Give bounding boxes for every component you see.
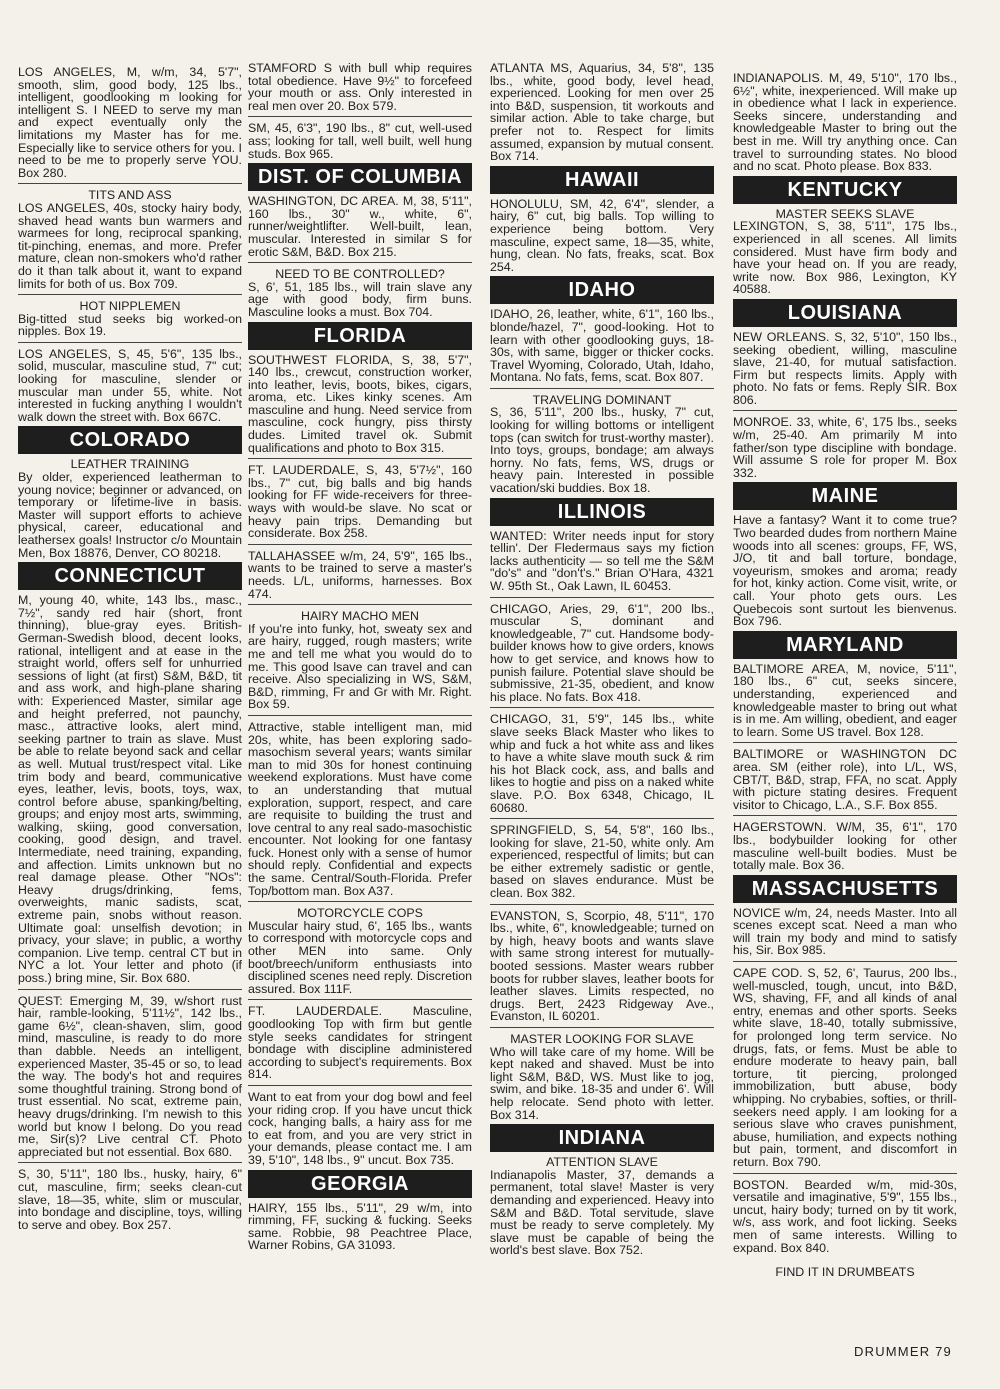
- classified-ad: [733, 663, 957, 739]
- ad-body: Indianapolis Master, 37, demands a permanent, total slave! Master is very demanding and experienced. Heavy into S&M and B&D. Total servitude, slave must be ready to serve completely. My slave must be capable of being the world's best slave. Box 752.: [490, 1167, 714, 1258]
- classified-ad: [248, 907, 472, 995]
- classified-ad: [733, 821, 957, 871]
- classified-ad: [733, 72, 957, 173]
- ad-body: SM, 45, 6'3", 190 lbs., 8" cut, well-used ass; looking for tall, well built, well hung studs. Box 965.: [248, 121, 472, 161]
- classified-ad: [248, 354, 472, 455]
- ad-divider: [733, 410, 957, 411]
- ad-body: HAIRY, 155 lbs., 5'11", 29 w/m, into rimming, FF, sucking & fucking. Seeks same. Robbie, 98 Peachtree Place, Warner Robins, GA 31093.: [248, 1200, 472, 1253]
- ad-headline: MASTER SEEKS SLAVE: [775, 206, 915, 221]
- column-4: [733, 72, 957, 1279]
- classified-ad: [248, 1202, 472, 1252]
- classified-ad: [733, 748, 957, 811]
- ad-divider: [733, 961, 957, 962]
- ad-body: By older, experienced leatherman to young novice; beginner or advanced, on temporary or lifetime-live in basis. Master will support efforts to achieve physical, career, educational and leathersex goals! Instructor c/o Mountain Men, Box 18876, Denver, CO 80218.: [18, 470, 242, 560]
- classified-ad: [18, 995, 242, 1159]
- classified-ad: [490, 1033, 714, 1121]
- ad-headline: MOTORCYCLE COPS: [297, 906, 423, 921]
- classified-ad: [733, 514, 957, 627]
- footer-note: FIND IT IN DRUMBEATS: [775, 1265, 915, 1280]
- section-banner: MASSACHUSETTS: [733, 875, 957, 903]
- ad-body: Muscular hairy stud, 6', 165 lbs., wants to correspond with motorcycle cops and other MEN into same. Only boot/breech/uniform enthusiasts into disciplined scenes need reply. Discretion assured. Box 111F.: [248, 918, 472, 996]
- ad-body: S, 30, 5'11", 180 lbs., husky, hairy, 6" cut, masculine, firm; seeks clean-cut slave, 18—35, white, slim or muscular, into bondage and discipline, toys, willing to serve and obey. Box 257.: [18, 1167, 242, 1232]
- classified-ad: [490, 62, 714, 163]
- ad-divider: [248, 544, 472, 545]
- section-banner: IDAHO: [490, 276, 714, 304]
- ad-divider: [490, 1027, 714, 1028]
- ad-divider: [733, 742, 957, 743]
- classified-ad: [490, 1156, 714, 1257]
- ad-divider: [248, 999, 472, 1000]
- ad-headline: MASTER LOOKING FOR SLAVE: [510, 1032, 694, 1046]
- classified-ad: [18, 300, 242, 338]
- page-number: 79: [935, 1344, 952, 1359]
- ad-divider: [490, 818, 714, 819]
- classified-ad: [248, 1005, 472, 1081]
- ad-body: BALTIMORE AREA, M, novice, 5'11", 180 lbs., 6" cut, seeks sincere, understanding, experienced and knowledgeable master to bring out what is in me. Am willing, obedient, and eager to learn. Some US travel. Box 128.: [733, 661, 957, 739]
- ad-body: Have a fantasy? Want it to come true? Two bearded dudes from northern Maine woods into all scenes: groups, FF, WS, J/O, tit and ball torture, bondage, voyeurism, smokes and aroma; ready for hot, kinky action. Come visit, write, or call. Your photo gets ours. Les Quebecois sont surtout les bienvenus. Box 796.: [733, 513, 957, 629]
- ad-divider: [490, 597, 714, 598]
- ad-body: SPRINGFIELD, S, 54, 5'8", 160 lbs., looking for slave, 21-50, white only. Am experienced, respectful of limits; but can be either extremely sadistic or gentle, based on slaves endurance. Must be clean. Box 382.: [490, 823, 714, 901]
- classified-ad: [733, 208, 957, 296]
- ad-body: M, young 40, white, 143 lbs., masc., 7½", sandy red hair (short, front thinning), blue-gray eyes. British-German-Swedish blood, decent looks, rational, intelligent and at ease in the straight world, offers self for unhurried sessions of light (at first) S&M, B&D, tit and ass work, and high-plane sharing with: Experienced Master, similar age and height preferred, not paunchy, masc., attractive looks, alert mind, seeking partner to train as slave. Must be able to relate beyond sack and cellar as well. Mutual trust/respect vital. Like trim body and beard, communicative eyes, leather, levis, boots, toys, wax, control before abuse, spanking/belting, groups; and enjoy most arts, swimming, walking, skiing, good conversation, cooking, good design, and travel. Intermediate, need training, expanding, and affection. Limits unknown but no real damage please. Other "NOs": Heavy drugs/drinking, fems, overweights, manic sadists, scat, extreme pain, snobs without reason. Ultimate goal: unselfish devotion; in privacy, your slave; in public, a worthy companion. Live temp. central CT but in NYC a lot. Your letter and photo (if poss.) bring mine, Sir. Box 680.: [18, 593, 242, 985]
- ad-body: FT. LAUDERDALE, S, 43, 5'7½", 160 lbs., 7" cut, big balls and big hands looking for FF wide-receivers for three-ways with would-be slave. No scat or heavy pain trips. Demanding but considerate. Box 258.: [248, 463, 472, 541]
- section-banner: FLORIDA: [248, 322, 472, 350]
- section-banner: CONNECTICUT: [18, 562, 242, 590]
- ad-body: Big-titted stud seeks big worked-on nipples. Box 19.: [18, 311, 242, 339]
- section-banner: HAWAII: [490, 166, 714, 194]
- ad-headline: LEATHER TRAINING: [70, 457, 190, 472]
- ad-body: EVANSTON, S, Scorpio, 48, 5'11", 170 lbs., white, 6", knowledgeable; turned on by high, heavy boots and wants slave with same strong interest for mutually-booted sessions. Master wears rubber boots for rubber slaves, leather boots for leather slaves. Limits respected, no drugs. Bert, 2423 Ridgeway Ave., Evanston, IL 60201.: [490, 908, 714, 1024]
- ad-headline: TITS AND ASS: [88, 188, 172, 203]
- classified-ad: [490, 530, 714, 593]
- ad-divider: [490, 904, 714, 905]
- ad-divider: [248, 715, 472, 716]
- classified-ad: [733, 416, 957, 479]
- ad-body: INDIANAPOLIS. M, 49, 5'10", 170 lbs., 6½", white, inexperienced. Will make up in obedience what I lack in experience. Seeks sincere, understanding and knowledgeable Master to bring out the best in me. Will try anything once. Can travel to surrounding states. No blood and no scat. Photo please. Box 833.: [733, 71, 957, 174]
- magazine-name: DRUMMER: [854, 1344, 931, 1359]
- ad-body: BOSTON. Bearded w/m, mid-30s, versatile and imaginative, 5'9", 155 lbs., uncut, hairy body; turned on by tit work, w/s, ass work, and foot licking. Seeks men of same interests. Willing to expand. Box 840.: [733, 1177, 957, 1255]
- classified-ad: [490, 603, 714, 704]
- ad-divider: [490, 707, 714, 708]
- section-banner: INDIANA: [490, 1124, 714, 1152]
- ad-body: HONOLULU, SM, 42, 6'4", slender, a hairy, 6" cut, big balls. Top willing to experience being bottom. Very masculine, expect same, 18—35, white, hung, clean. No fats, freaks, scat. Box 254.: [490, 196, 714, 274]
- ad-divider: [248, 1085, 472, 1086]
- section-banner: ILLINOIS: [490, 498, 714, 526]
- ad-body: LEXINGTON, S, 38, 5'11", 175 lbs., experienced in all scenes. All limits considered. Must have firm body and have your head on. If you are ready, write now. Box 986, Lexington, KY 40588.: [733, 219, 957, 297]
- classified-ad: [18, 458, 242, 559]
- ad-headline: TRAVELING DOMINANT: [532, 392, 672, 407]
- ad-headline: HAIRY MACHO MEN: [301, 609, 419, 624]
- classified-ad: [248, 268, 472, 318]
- section-banner: LOUISIANA: [733, 299, 957, 327]
- classified-ad: [18, 66, 242, 179]
- ad-divider: [248, 604, 472, 605]
- section-banner: KENTUCKY: [733, 176, 957, 204]
- classified-ad: [490, 198, 714, 274]
- section-banner: DIST. OF COLUMBIA: [248, 163, 472, 191]
- column-2: [248, 62, 472, 1252]
- classified-ad: [18, 594, 242, 984]
- ad-body: LOS ANGELES, M, w/m, 34, 5'7", smooth, slim, good body, 125 lbs., intelligent, goodlooking m looking for intelligent S. I NEED to serve my man and expect eventually only the limitations my Master has for me. Especially like to service others for you. I need to be me to properly serve YOU. Box 280.: [18, 65, 242, 180]
- ad-divider: [18, 1162, 242, 1163]
- classified-ad: [248, 195, 472, 258]
- classified-ad: [248, 610, 472, 711]
- ad-divider: [248, 116, 472, 117]
- ad-divider: [733, 1173, 957, 1174]
- ad-body: S, 36, 5'11", 200 lbs., husky, 7" cut, looking for willing bottoms or intelligent tops (can switch for trust-worthy master). Into toys, groups, bondage; am always horny. No fats, fems, WS, drugs or heavy pain. Interested in possible vacation/ski buddies. Box 18.: [490, 405, 714, 496]
- ad-body: BALTIMORE or WASHINGTON DC area. SM (either role), into L/L, WS, CBT/T, B&D, strap, FFA, no scat. Apply with picture stating desires. Frequent visitor to Chicago, L.A., S.F. Box 855.: [733, 747, 957, 812]
- ad-headline: HOT NIPPLEMEN: [79, 299, 181, 314]
- ad-body: LOS ANGELES, 40s, stocky hairy body, shaved head wants bun warmers and warmees for long, reciprocal spanking, tit-pinching, enemas, and more. Prefer mature, clean non-smokers who'd rather do it than talk about it, want to expand limits for both of us. Box 709.: [18, 200, 242, 291]
- classified-ad: [248, 550, 472, 600]
- ad-body: FT. LAUDERDALE. Masculine, goodlooking Top with firm but gentle style seeks candidates for stringent bondage with discipline administered according to subject's requirements. Box 814.: [248, 1004, 472, 1082]
- classified-ad: [248, 122, 472, 160]
- classified-ad: [490, 308, 714, 384]
- classified-ad: [248, 1091, 472, 1167]
- column-3: [490, 62, 714, 1257]
- ad-body: Attractive, stable intelligent man, mid 20s, white, has been exploring sado-masochism several years; wants similar man to mid 30s for honest continuing weekend explorations. Must have come to an understanding that mutual exploration, support, respect, and care are requisite to building the trust and love central to any real sado-masochistic encounter. Not looking for one fantasy fuck. Honest only with a sense of humor should reply. Confidential and expects the same. Central/South-Florida. Prefer Top/bottom man. Box A37.: [248, 719, 472, 898]
- ad-body: MONROE. 33, white, 6', 175 lbs., seeks w/m, 25-40. Am primarily M into father/son type discipline with bondage. Will assume S role for proper M. Box 332.: [733, 415, 957, 480]
- ad-headline: NEED TO BE CONTROLLED?: [275, 267, 445, 282]
- ad-body: WASHINGTON, DC AREA. M, 38, 5'11", 160 lbs., 30" w., white, 6", runner/weightlifter. Well-built, lean, muscular. Interested in similar S for erotic S&M, B&D. Box 215.: [248, 194, 472, 259]
- ad-divider: [248, 458, 472, 459]
- ad-body: HAGERSTOWN. W/M, 35, 6'1", 170 lbs., bodybuilder looking for other masculine well-built bodies. Must be totally male. Box 36.: [733, 820, 957, 873]
- section-banner: GEORGIA: [248, 1170, 472, 1198]
- ad-body: LOS ANGELES, S, 45, 5'6", 135 lbs., solid, muscular, masculine stud, 7" cut; looking for masculine, slender or muscular man under 55, white. Not interested in fucking anything I wouldn't walk down the street with. Box 667C.: [18, 346, 242, 424]
- ad-body: STAMFORD S with bull whip requires total obedience. Have 9½" to forcefeed your mouth or ass. Only interested in real men over 20. Box 579.: [248, 61, 472, 113]
- section-banner: COLORADO: [18, 426, 242, 454]
- classified-ad: [18, 189, 242, 290]
- ad-body: IDAHO, 26, leather, white, 6'1", 160 lbs., blonde/hazel, 7", good-looking. Hot to learn with other goodlooking guys, 18-30s, with same, bigger or thicker cocks. Travel Wyoming, Colorado, Utah, Idaho, Montana. No fats, fems, scat. Box 807.: [490, 307, 714, 385]
- ad-body: CHICAGO, 31, 5'9", 145 lbs., white slave seeks Black Master who likes to whip and fuck a hot white ass and likes to have a white slave mouth suck & rim his hot Black cock, ass, and balls and likes to hogtie and piss on a naked white slave. P.O. Box 6348, Chicago, IL 60680.: [490, 712, 714, 815]
- ad-body: If you're into funky, hot, sweaty sex and are hairy, rugged, rough masters; write me and tell me what you would do to me. This good lsave can travel and can receive. Also specializing in WS, S&M, B&D, rimming, Fr and Gr with Mr. Right. Box 59.: [248, 621, 472, 712]
- section-banner: MARYLAND: [733, 631, 957, 659]
- ad-divider: [248, 262, 472, 263]
- classified-ad: [248, 464, 472, 540]
- ad-body: NOVICE w/m, 24, needs Master. Into all scenes except scat. Need a man who will train my body and mind to satisfy his, Sir. Box 985.: [733, 905, 957, 958]
- ad-divider: [18, 342, 242, 343]
- ad-divider: [18, 294, 242, 295]
- ad-divider: [18, 183, 242, 184]
- classified-ad: [490, 394, 714, 495]
- ad-body: Who will take care of my home. Will be kept naked and shaved. Must be into light S&M, B&D, WS. Must like to jog, swim, and bike. 18-35 and under 6'. Will help relocate. Send photo with letter. Box 314.: [490, 1044, 714, 1122]
- ad-divider: [733, 815, 957, 816]
- classified-ad: [490, 713, 714, 814]
- page-footer: [854, 1344, 952, 1359]
- classified-ad: [733, 967, 957, 1169]
- classified-ad: [733, 907, 957, 957]
- classified-ad: [18, 348, 242, 424]
- column-1: [18, 66, 242, 1231]
- ad-headline: ATTENTION SLAVE: [546, 1155, 658, 1170]
- classified-ad: [248, 62, 472, 112]
- ad-body: ATLANTA MS, Aquarius, 34, 5'8", 135 lbs., white, good body, level head, experienced. Looking for men over 25 into B&D, suspension, tit workouts and similar action. Able to take charge, but prefer not to. Respect for limits assumed, expansion by mutual consent. Box 714.: [490, 61, 714, 164]
- classified-ad: [490, 910, 714, 1023]
- classified-ad: [733, 331, 957, 407]
- classified-ad: [18, 1168, 242, 1231]
- ad-body: CAPE COD. S, 52, 6', Taurus, 200 lbs., well-muscled, tough, uncut, into B&D, WS, shaving, FF, and all kinds of anal entry, enemas and other sports. Seeks white slave, 18-40, totally submissive, for prolonged long term service. No drugs, fats, or fems. Must be able to endure moderate to heavy pain, ball torture, tit piercing, prolonged immobilization, butt abuse, body whipping. No crybabies, softies, or thrill-seekers need apply. I am looking for a serious slave who craves punishment, abuse, humiliation, and expects nothing but pain, torment, and discomfort in return. Box 790.: [733, 966, 957, 1169]
- ad-body: WANTED: Writer needs input for story tellin'. Der Fledermaus says my fiction lacks authenticity — so tell me the S&M "do's" and "don't's." Brian O'Hara, 4321 W. 95th St., Oak Lawn, IL 60453.: [490, 528, 714, 593]
- classified-ad: [733, 1179, 957, 1255]
- section-banner: MAINE: [733, 482, 957, 510]
- ad-divider: [490, 388, 714, 389]
- ad-body: CHICAGO, Aries, 29, 6'1", 200 lbs., muscular S, dominant and knowledgeable, 7" cut. Handsome body-builder knows how to give orders, knows how to get service, and knows how to punish failure. Potential slave should be submissive, 21-35, obedient, and know his place. No fats. Box 418.: [490, 601, 714, 704]
- ad-body: Want to eat from your dog bowl and feel your riding crop. If you have uncut thick cock, hanging balls, a hairy ass for me to eat from, and you are very strict in your demands, please contact me. I am 39, 5'10", 148 lbs., 9" uncut. Box 735.: [248, 1089, 472, 1167]
- ad-divider: [18, 989, 242, 990]
- classified-ad: [248, 721, 472, 897]
- ad-body: SOUTHWEST FLORIDA, S, 38, 5'7", 140 lbs., crewcut, construction worker, into leather, levis, boots, bikes, cigars, aroma, etc. Likes kinky scenes. Am masculine and hung. Need service from masculine, cock hungry, piss thirsty dudes. Limited travel ok. Submit qualifications and photo to Box 315.: [248, 352, 472, 455]
- ad-body: TALLAHASSEE w/m, 24, 5'9", 165 lbs., wants to be trained to serve a master's needs. L/L, uniforms, harnesses. Box 474.: [248, 548, 472, 601]
- ad-body: QUEST: Emerging M, 39, w/short rust hair, ramble-looking, 5'11½", 142 lbs., game 6½", clean-shaven, slim, good mind, masculine, is ready to do more than dabble. Needs an intelligent, experienced Master, 35-45 or so, to lead the way. The body's hot and requires some thoughtful training. Strong bond of trust essential. No scat, extreme pain, heavy drugs/drinking. I'm newish to this world but know I belong. Do you read me, Sir(s)? Live central CT. Photo appreciated but not essential. Box 680.: [18, 993, 242, 1159]
- ad-body: S, 6', 51, 185 lbs., will train slave any age with good body, firm buns. Masculine looks a must. Box 704.: [248, 279, 472, 319]
- ad-body: NEW ORLEANS. S, 32, 5'10", 150 lbs., seeking obedient, willing, masculine slave, 21-40, for mutual satisfaction. Firm but respects limits. Apply with photo. No fats or fems. Reply SIR. Box 806.: [733, 329, 957, 407]
- classified-ad: [490, 824, 714, 900]
- ad-divider: [248, 901, 472, 902]
